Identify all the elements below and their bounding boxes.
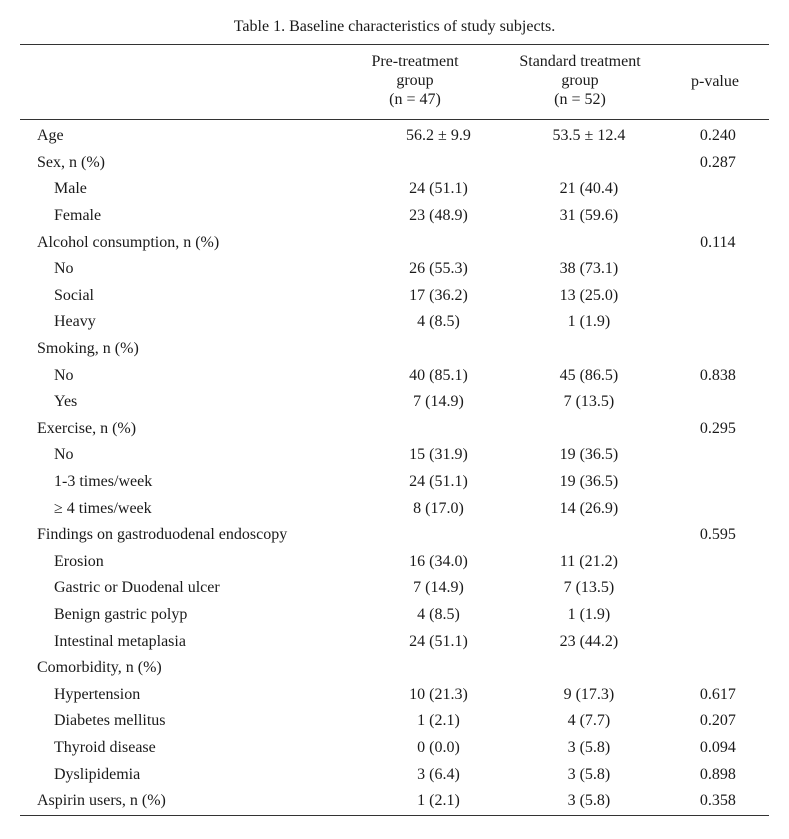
pretreatment-value [366, 150, 512, 177]
standard-treatment-value: 3 (5.8) [567, 765, 611, 783]
table-row [20, 203, 769, 230]
table-row [20, 362, 769, 389]
pretreatment-value: 8 (17.0) [413, 499, 464, 517]
pretreatment-value: 26 (55.3) [409, 260, 468, 278]
table-row [20, 229, 769, 256]
p-value: 0.595 [699, 526, 736, 544]
p-value: 0.838 [699, 366, 736, 384]
p-value [667, 469, 769, 496]
p-value [667, 655, 769, 682]
row-label: Alcohol consumption, n (%) [37, 233, 220, 251]
p-value: 0.287 [699, 153, 736, 171]
row-label: Heavy [54, 313, 96, 331]
pretreatment-value [366, 522, 512, 549]
pretreatment-value [366, 336, 512, 363]
pretreatment-value: 1 (2.1) [417, 712, 460, 730]
pretreatment-value: 4 (8.5) [417, 605, 460, 623]
standard-treatment-value: 11 (21.2) [559, 552, 618, 570]
p-value [667, 176, 769, 203]
row-label: Comorbidity, n (%) [37, 659, 162, 677]
p-value: 0.617 [699, 685, 736, 703]
pretreatment-value: 0 (0.0) [417, 738, 460, 756]
pretreatment-value: 56.2 ± 9.9 [406, 127, 471, 145]
p-value [667, 628, 769, 655]
p-value: 0.295 [699, 419, 736, 437]
pretreatment-value [366, 416, 512, 443]
table-row [20, 283, 769, 310]
row-label: Aspirin users, n (%) [37, 792, 166, 810]
pretreatment-value [366, 229, 512, 256]
pretreatment-value: 24 (51.1) [409, 473, 468, 491]
p-value [667, 442, 769, 469]
table-row [20, 602, 769, 629]
standard-treatment-value [511, 229, 666, 256]
p-value: 0.094 [699, 738, 736, 756]
table-row [20, 416, 769, 443]
header-line: Pre-treatment [371, 53, 459, 70]
pretreatment-value: 7 (14.9) [413, 579, 464, 597]
row-label: Benign gastric polyp [54, 605, 188, 623]
standard-treatment-value [511, 416, 666, 443]
data-table [20, 123, 769, 814]
row-label: Diabetes mellitus [54, 712, 166, 730]
table-row [20, 681, 769, 708]
standard-treatment-value: 9 (17.3) [563, 685, 615, 703]
table-body [20, 123, 769, 814]
table-row [20, 336, 769, 363]
table-caption: Table 1. Baseline characteristics of study subjects. [233, 18, 556, 35]
table-row [20, 123, 769, 150]
pretreatment-value: 24 (51.1) [409, 632, 468, 650]
p-value [667, 283, 769, 310]
header-pretreatment-group [344, 52, 486, 109]
header-line: group [396, 72, 434, 89]
row-label: Female [54, 207, 102, 225]
p-value: 0.207 [699, 712, 736, 730]
standard-treatment-value: 21 (40.4) [559, 180, 619, 198]
p-value [667, 256, 769, 283]
row-label: No [54, 260, 74, 278]
table-row [20, 176, 769, 203]
row-label: Sex, n (%) [37, 153, 105, 171]
table-row [20, 150, 769, 177]
pretreatment-value: 15 (31.9) [409, 446, 468, 464]
row-label: No [54, 366, 74, 384]
p-value [667, 549, 769, 576]
standard-treatment-value: 7 (13.5) [563, 393, 615, 411]
standard-treatment-value: 3 (5.8) [567, 738, 611, 756]
table-row [20, 522, 769, 549]
table-row [20, 708, 769, 735]
standard-treatment-value [511, 150, 666, 177]
row-label: ≥ 4 times/week [54, 499, 152, 517]
p-value [667, 575, 769, 602]
row-label: Exercise, n (%) [37, 419, 137, 437]
table-row [20, 575, 769, 602]
header-line: Standard treatment [519, 53, 641, 70]
table-row [20, 309, 769, 336]
table-row [20, 628, 769, 655]
standard-treatment-value: 14 (26.9) [559, 499, 619, 517]
row-label: Hypertension [54, 685, 141, 703]
p-value: 0.898 [699, 765, 736, 783]
standard-treatment-value: 3 (5.8) [567, 792, 611, 810]
row-label: Yes [54, 393, 78, 411]
standard-treatment-value: 1 (1.9) [567, 605, 611, 623]
standard-treatment-value: 19 (36.5) [559, 446, 619, 464]
pretreatment-value: 4 (8.5) [417, 313, 460, 331]
pretreatment-value: 7 (14.9) [413, 393, 464, 411]
table-row [20, 655, 769, 682]
row-label: Social [54, 286, 94, 304]
row-label: Smoking, n (%) [37, 340, 139, 358]
pretreatment-value: 17 (36.2) [409, 286, 468, 304]
row-label: Male [54, 180, 87, 198]
standard-treatment-value: 38 (73.1) [559, 260, 619, 278]
p-value: 0.114 [700, 233, 736, 251]
pretreatment-value: 3 (6.4) [417, 765, 460, 783]
p-value: 0.358 [699, 792, 736, 810]
header-rule [20, 119, 769, 120]
standard-treatment-value: 53.5 ± 12.4 [552, 127, 626, 145]
standard-treatment-value: 7 (13.5) [563, 579, 615, 597]
standard-treatment-value: 23 (44.2) [559, 632, 619, 650]
table-row [20, 549, 769, 576]
standard-treatment-value: 31 (59.6) [559, 207, 619, 225]
pretreatment-value: 40 (85.1) [409, 366, 468, 384]
p-value [667, 336, 769, 363]
standard-treatment-value [511, 336, 666, 363]
p-value [667, 309, 769, 336]
table-row [20, 442, 769, 469]
row-label: Age [37, 127, 64, 145]
top-rule [20, 44, 769, 45]
pretreatment-value: 24 (51.1) [409, 180, 468, 198]
row-label: Dyslipidemia [54, 765, 141, 783]
table-header [20, 52, 769, 116]
p-value: 0.240 [699, 127, 736, 145]
row-label: Intestinal metaplasia [54, 632, 186, 650]
row-label: Erosion [54, 552, 104, 570]
pretreatment-value: 23 (48.9) [409, 207, 468, 225]
standard-treatment-value: 1 (1.9) [567, 313, 611, 331]
table-row [20, 389, 769, 416]
pretreatment-value [366, 655, 512, 682]
pretreatment-value: 1 (2.1) [417, 792, 460, 810]
header-line: (n = 52) [554, 91, 606, 108]
row-label: 1-3 times/week [54, 473, 153, 491]
p-value [667, 389, 769, 416]
header-standard-treatment-group [505, 52, 655, 109]
standard-treatment-value: 13 (25.0) [559, 286, 619, 304]
standard-treatment-value [511, 655, 666, 682]
row-label: No [54, 446, 74, 464]
p-value [667, 203, 769, 230]
table-row [20, 495, 769, 522]
table-row [20, 256, 769, 283]
pretreatment-value: 10 (21.3) [409, 685, 468, 703]
bottom-rule [20, 815, 769, 816]
standard-treatment-value [511, 522, 666, 549]
row-label: Gastric or Duodenal ulcer [54, 579, 220, 597]
p-value [667, 495, 769, 522]
table-row [20, 469, 769, 496]
header-line: group [561, 72, 599, 89]
row-label: Thyroid disease [54, 738, 156, 756]
standard-treatment-value: 19 (36.5) [559, 473, 619, 491]
table-row [20, 761, 769, 788]
header-p-value: p-value [691, 73, 739, 90]
row-label: Findings on gastroduodenal endoscopy [37, 526, 288, 544]
standard-treatment-value: 45 (86.5) [559, 366, 619, 384]
header-line: (n = 47) [389, 91, 441, 108]
pretreatment-value: 16 (34.0) [409, 552, 468, 570]
table-row [20, 788, 769, 815]
p-value [667, 602, 769, 629]
standard-treatment-value: 4 (7.7) [567, 712, 611, 730]
table-row [20, 735, 769, 762]
